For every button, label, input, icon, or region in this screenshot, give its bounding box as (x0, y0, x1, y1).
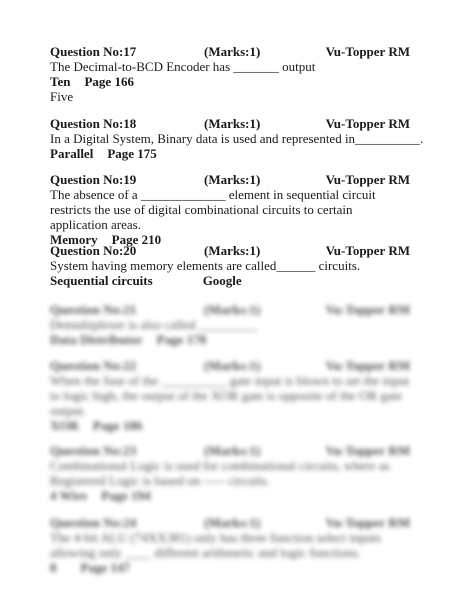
question-text: When the fuse of the __________ gate input is blown to set the input to logic high, the output of the XOR gate is opposite of the OR gate output. (50, 373, 410, 418)
question-header (50, 302, 410, 317)
brand-label: Vu-Topper RM (325, 172, 410, 187)
page-reference: Google (202, 273, 242, 288)
question-marks: (Marks:1) (204, 172, 261, 187)
answer-extra: Five (50, 89, 74, 104)
brand-label: Vu-Topper RM (325, 515, 410, 530)
question-text: The 4-bit ALU (74XX381) only has three function select inputs allowing only ____ different arithmetic and logic functions. (50, 530, 382, 560)
question-text: System having memory elements are called______ circuits. (50, 258, 361, 273)
page-reference: Page 194 (101, 488, 151, 503)
brand-label: Vu-Topper RM (325, 302, 410, 317)
question-header (50, 243, 410, 258)
page-reference: Page 210 (111, 232, 162, 247)
answer-line (50, 332, 410, 347)
question-block-24 (50, 515, 410, 575)
question-text: Demultiplexer is also called _________ (50, 317, 258, 332)
answer-text: Memory (50, 232, 98, 247)
question-number: Question No:21 (50, 302, 137, 317)
question-header (50, 172, 410, 187)
answer-text: 8 (50, 560, 57, 575)
question-block-22 (50, 358, 410, 433)
question-block-18 (50, 116, 424, 161)
brand-label: Vu-Topper RM (325, 443, 410, 458)
page-reference: Page 186 (92, 418, 143, 433)
question-marks: (Marks:1) (204, 243, 261, 258)
question-number: Question No:24 (50, 515, 137, 530)
brand-label: Vu-Topper RM (325, 358, 410, 373)
question-marks: (Marks:1) (204, 116, 261, 131)
question-marks: (Marks:1) (204, 515, 261, 530)
brand-label: Vu-Topper RM (325, 44, 410, 59)
question-text: Combinational Logic is used for combinational circuits, where as Registered Logic is based on ----- circuits. (50, 458, 390, 488)
question-header (50, 116, 410, 131)
question-number: Question No:22 (50, 358, 137, 373)
answer-text: Sequential circuits (50, 273, 153, 288)
question-block-23 (50, 443, 410, 503)
question-marks: (Marks:1) (204, 302, 261, 317)
answer-line (50, 560, 410, 575)
question-header (50, 358, 410, 373)
page-reference: Page 178 (156, 332, 207, 347)
question-number: Question No:20 (50, 243, 137, 258)
question-number: Question No:17 (50, 44, 137, 59)
answer-line (50, 273, 410, 288)
brand-label: Vu-Topper RM (325, 116, 410, 131)
question-number: Question No:23 (50, 443, 137, 458)
question-header (50, 515, 410, 530)
page-reference: Page 147 (80, 560, 130, 575)
answer-text: 4 Wire (50, 488, 88, 503)
question-number: Question No:19 (50, 172, 137, 187)
question-text: In a Digital System, Binary data is used and represented in__________. (50, 131, 424, 146)
question-header (50, 443, 410, 458)
answer-text: XOR (50, 418, 79, 433)
answer-line (50, 418, 410, 433)
question-number: Question No:18 (50, 116, 137, 131)
question-header (50, 44, 410, 59)
question-marks: (Marks:1) (204, 358, 261, 373)
question-marks: (Marks:1) (204, 44, 261, 59)
answer-text: Data Distributor (50, 332, 143, 347)
question-text: The absence of a _____________ element in sequential circuit restricts the use of digital combinational circuits to certain application areas. (50, 187, 376, 232)
question-block-20 (50, 243, 410, 288)
question-block-19 (50, 172, 410, 247)
question-block-17 (50, 44, 410, 104)
answer-line (50, 146, 410, 161)
page-reference: Page 166 (84, 74, 134, 89)
question-marks: (Marks:1) (204, 443, 261, 458)
answer-line (50, 74, 410, 89)
answer-text: Parallel (50, 146, 94, 161)
page-reference: Page 175 (107, 146, 157, 161)
answer-text: Ten (50, 74, 71, 89)
brand-label: Vu-Topper RM (325, 243, 410, 258)
answer-line (50, 488, 410, 503)
question-block-21 (50, 302, 410, 347)
question-text: The Decimal-to-BCD Encoder has _______ output (50, 59, 316, 74)
